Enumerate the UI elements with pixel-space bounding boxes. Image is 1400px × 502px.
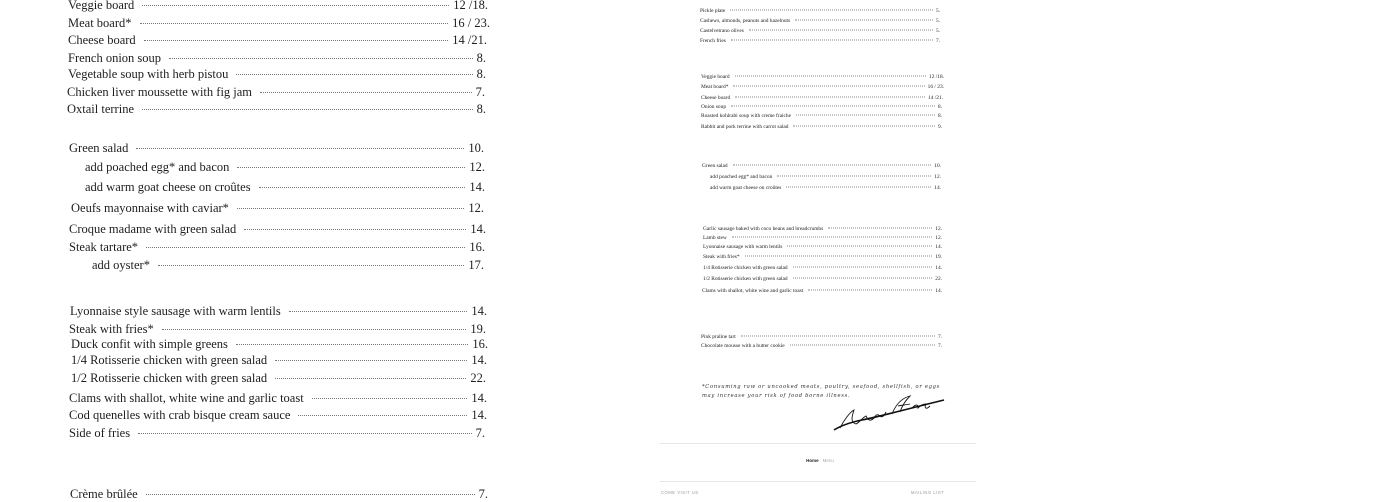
small-menu-item-price: 9.: [937, 124, 942, 130]
menu-item-name: Veggie board: [68, 0, 135, 12]
menu-item: [71, 353, 487, 368]
menu-item-name: Cheese board: [68, 33, 136, 47]
leader-dots: [144, 40, 449, 41]
leader-dots: [731, 106, 935, 107]
menu-item-price: 19.: [470, 322, 486, 336]
leader-dots: [312, 398, 468, 399]
menu-item-price: 8.: [476, 102, 486, 116]
small-menu-item-price: 19.: [935, 254, 942, 260]
leader-dots: [730, 10, 933, 11]
small-menu-item: [701, 84, 944, 90]
menu-item-name: French onion soup: [68, 51, 162, 65]
menu-item-name: Steak tartare*: [69, 240, 139, 254]
leader-dots: [749, 30, 933, 31]
leader-dots: [260, 92, 472, 93]
small-menu-item: [701, 343, 942, 349]
leader-dots: [828, 228, 932, 229]
leader-dots: [298, 415, 467, 416]
leader-dots: [741, 336, 935, 337]
menu-item-name: Steak with fries*: [69, 322, 154, 336]
menu-item-price: 14.: [470, 222, 486, 236]
small-menu-item: [703, 254, 942, 260]
small-menu-item-name: Cashews, almonds, peanuts and hazelnuts: [700, 18, 791, 24]
small-menu-item: [703, 265, 942, 271]
small-menu-item-name: Veggie board: [701, 74, 730, 80]
menu-item-price: 12.: [469, 160, 485, 174]
small-menu-item-name: Clams with shallot, white wine and garlic toast: [702, 288, 804, 294]
small-menu-item-name: 1/2 Rotisserie chicken with green salad: [703, 276, 788, 282]
leader-dots: [793, 278, 933, 279]
leader-dots: [259, 187, 466, 188]
small-menu-item-price: 7.: [937, 334, 942, 340]
menu-item-name: 1/4 Rotisserie chicken with green salad: [71, 353, 268, 367]
menu-item-price: 17.: [468, 258, 484, 272]
leader-dots: [237, 208, 464, 209]
small-menu-item-price: 8.: [937, 113, 942, 119]
menu-item-price: 16 / 23.: [452, 16, 490, 30]
menu-item-name: Chicken liver moussette with fig jam: [67, 85, 253, 99]
small-menu-item: [703, 276, 942, 282]
menu-item-name: Clams with shallot, white wine and garlic toast: [69, 391, 304, 405]
small-menu-item-name: Pickle plate: [700, 8, 726, 14]
menu-item-price: 10.: [468, 141, 484, 155]
menu-item-name: Duck confit with simple greens: [71, 337, 228, 351]
leader-dots: [146, 247, 465, 248]
menu-item-name: Croque madame with green salad: [69, 222, 237, 236]
menu-item-name: Oxtail terrine: [67, 102, 134, 116]
angel-face-signature: [832, 392, 947, 436]
menu-item: [70, 304, 487, 319]
large-menu-scan: [0, 0, 520, 500]
small-menu-item: [702, 288, 942, 294]
small-menu-item: [700, 18, 940, 24]
small-menu-item-name: Garlic sausage baked with coco beans and breadcrumbs: [703, 226, 824, 232]
menu-item: [69, 141, 484, 156]
small-menu-item-name: Green salad: [702, 163, 728, 169]
menu-item-price: 7.: [475, 426, 485, 440]
small-menu-item-name: Rabbit and pork terrine with carrot salad: [701, 124, 789, 130]
menu-item-price: 14 /21.: [452, 33, 487, 47]
small-menu-item-price: 14.: [935, 265, 942, 271]
leader-dots: [732, 237, 932, 238]
small-menu-item-price: 5.: [935, 28, 940, 34]
menu-item: [68, 51, 486, 66]
menu-item-name: add poached egg* and bacon: [85, 160, 230, 174]
leader-dots: [162, 329, 467, 330]
menu-item-name: 1/2 Rotisserie chicken with green salad: [71, 371, 268, 385]
menu-item: [68, 67, 486, 82]
leader-dots: [140, 23, 449, 24]
menu-item-name: Lyonnaise style sausage with warm lentils: [70, 304, 281, 318]
small-menu-item-price: 7.: [935, 38, 940, 44]
small-menu-item: [710, 185, 941, 191]
leader-dots: [169, 58, 473, 59]
small-menu-item-price: 5.: [935, 18, 940, 24]
small-menu-item-name: Roasted kohlrabi soup with creme fraiche: [701, 113, 791, 119]
small-menu-item: [700, 28, 940, 34]
small-menu-item: [701, 74, 944, 80]
small-menu-item-name: Lyonnaise sausage with warm lentils: [703, 244, 783, 250]
small-menu-item-name: Meat board*: [701, 84, 729, 90]
mailing-list-link[interactable]: MAILING LIST: [911, 490, 945, 495]
leader-dots: [790, 345, 935, 346]
small-menu-item-price: 12 /18.: [929, 74, 944, 80]
small-menu-item: [710, 174, 941, 180]
small-menu-item: [700, 8, 940, 14]
menu-item-price: 16.: [469, 240, 485, 254]
small-menu-item-name: 1/4 Rotisserie chicken with green salad: [703, 265, 788, 271]
small-menu-item-price: 12.: [934, 174, 941, 180]
menu-item-name: add warm goat cheese on croûtes: [85, 180, 251, 194]
leader-dots: [745, 256, 933, 257]
leader-dots: [275, 378, 466, 379]
small-menu-item: [703, 244, 942, 250]
leader-dots: [244, 229, 466, 230]
small-menu-item-name: Chocolate mousse with a butter cookie: [701, 343, 785, 349]
menu-item: [69, 408, 487, 423]
menu-webpage: [660, 0, 980, 500]
site-nav: [660, 458, 980, 463]
menu-item-price: 8.: [476, 67, 486, 81]
leader-dots: [787, 246, 932, 247]
leader-dots: [793, 126, 935, 127]
menu-item: [67, 85, 485, 100]
menu-item: [69, 322, 486, 337]
divider: [660, 443, 976, 444]
small-menu-item-price: 7.: [937, 343, 942, 349]
leader-dots: [735, 76, 926, 77]
menu-item-name: Green salad: [69, 141, 129, 155]
small-menu-item: [703, 235, 942, 241]
menu-item: [85, 160, 485, 175]
small-menu-item-price: 12.: [935, 226, 942, 232]
leader-dots: [142, 109, 473, 110]
small-menu-item-name: add poached egg* and bacon: [710, 174, 773, 180]
menu-item: [71, 201, 484, 216]
menu-item: [67, 102, 486, 117]
leader-dots: [731, 40, 933, 41]
menu-item-price: 14.: [469, 180, 485, 194]
menu-item: [69, 222, 486, 237]
leader-dots: [786, 187, 931, 188]
leader-dots: [236, 74, 472, 75]
menu-item: [69, 426, 485, 441]
menu-item-price: 14.: [471, 353, 487, 367]
leader-dots: [796, 115, 935, 116]
menu-item: [68, 16, 490, 31]
leader-dots: [146, 494, 475, 495]
nav-home-link[interactable]: Home: [806, 458, 819, 463]
small-menu-item-price: 14.: [935, 244, 942, 250]
come-visit-us-link[interactable]: COME VISIT US: [661, 490, 699, 495]
small-menu-item-price: 14 /21.: [928, 95, 943, 101]
menu-item-name: Crème brûlée: [70, 487, 138, 501]
leader-dots: [136, 148, 464, 149]
menu-item-price: 16.: [472, 337, 488, 351]
menu-item: [85, 180, 485, 195]
small-menu-item-price: 10.: [934, 163, 941, 169]
small-menu-item: [703, 226, 942, 232]
menu-item: [69, 240, 485, 255]
leader-dots: [795, 20, 933, 21]
menu-item-name: Vegetable soup with herb pistou: [68, 67, 229, 81]
leader-dots: [733, 165, 932, 166]
small-menu-item-price: 14.: [935, 288, 942, 294]
leader-dots: [138, 433, 472, 434]
leader-dots: [289, 311, 468, 312]
small-menu-item-name: Steak with fries*: [703, 254, 740, 260]
small-menu-item: [701, 124, 942, 130]
small-menu-item-price: 16 / 23.: [927, 84, 944, 90]
small-menu-item-price: 5.: [935, 8, 940, 14]
leader-dots: [793, 267, 933, 268]
menu-item: [71, 371, 486, 386]
menu-item-name: Meat board*: [68, 16, 132, 30]
small-menu-item-name: Castelvetrano olives: [700, 28, 744, 34]
leader-dots: [142, 5, 449, 6]
small-menu-item-name: French fries: [700, 38, 726, 44]
menu-item-name: Side of fries: [69, 426, 131, 440]
small-menu-item: [702, 163, 941, 169]
menu-item-price: 12.: [468, 201, 484, 215]
divider: [660, 481, 976, 482]
menu-item-price: 7.: [475, 85, 485, 99]
leader-dots: [808, 290, 932, 291]
small-menu-item-name: add warm goat cheese on croûtes: [710, 185, 782, 191]
small-menu-item: [701, 95, 943, 101]
menu-item: [71, 337, 488, 352]
small-menu-item: [701, 104, 942, 110]
leader-dots: [735, 97, 925, 98]
menu-item-name: Oeufs mayonnaise with caviar*: [71, 201, 229, 215]
small-menu-item-name: Onion soup: [701, 104, 727, 110]
small-menu-item-price: 12.: [935, 235, 942, 241]
small-menu-item-name: Cheese board: [701, 95, 731, 101]
leader-dots: [236, 344, 468, 345]
nav-menu-link[interactable]: Menu: [822, 458, 834, 463]
menu-item-price: 14.: [471, 304, 487, 318]
menu-item: [68, 0, 488, 13]
menu-item-price: 7.: [478, 487, 488, 501]
small-menu-item-price: 14.: [934, 185, 941, 191]
menu-item: [69, 391, 487, 406]
small-menu-item-name: Lamb stew: [703, 235, 727, 241]
small-menu-item: [701, 334, 942, 340]
small-menu-item-name: Pink praline tart: [701, 334, 736, 340]
small-menu-item-price: 22.: [935, 276, 942, 282]
menu-item: [68, 33, 487, 48]
menu-item-price: 8.: [476, 51, 486, 65]
small-menu-item: [700, 38, 940, 44]
menu-item-price: 14.: [471, 408, 487, 422]
menu-item-price: 12 /18.: [453, 0, 488, 12]
leader-dots: [237, 167, 465, 168]
food-safety-disclaimer: *Consuming raw or uncooked meats, poultry, seafood, shellfish, or eggs may increase your risk of food borne illness.: [702, 384, 941, 399]
menu-item-price: 22.: [470, 371, 486, 385]
leader-dots: [158, 265, 464, 266]
leader-dots: [275, 360, 467, 361]
leader-dots: [733, 86, 924, 87]
small-menu-item-price: 8.: [937, 104, 942, 110]
menu-item-price: 14.: [471, 391, 487, 405]
menu-item-name: Cod quenelles with crab bisque cream sauce: [69, 408, 291, 422]
leader-dots: [777, 176, 931, 177]
small-menu-item: [701, 113, 942, 119]
menu-item-name: add oyster*: [92, 258, 150, 272]
menu-item: [92, 258, 484, 273]
